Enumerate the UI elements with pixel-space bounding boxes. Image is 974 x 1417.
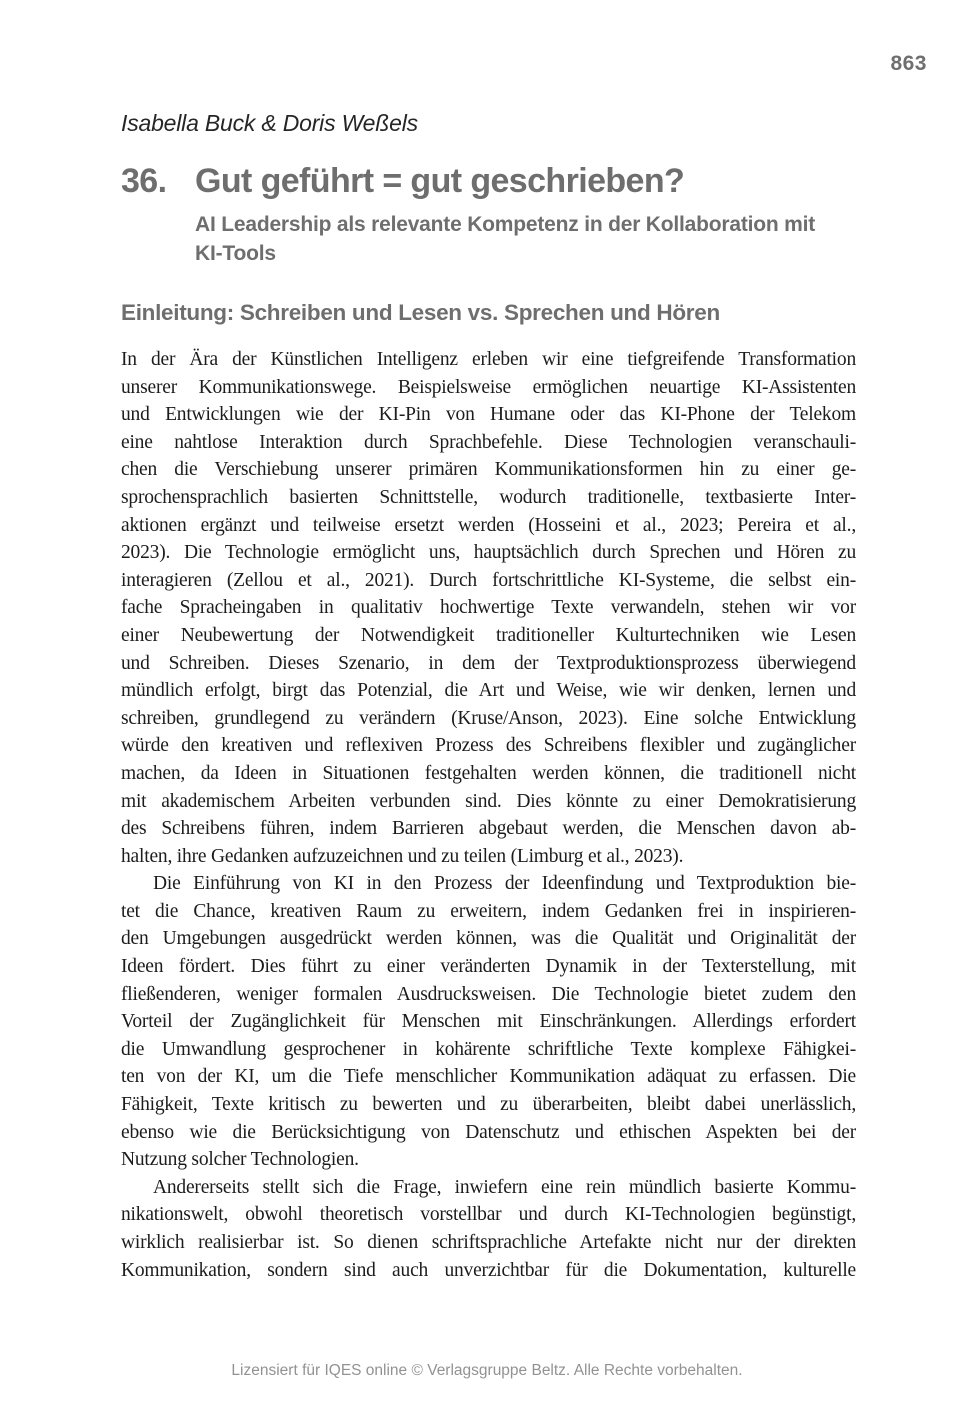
- text-line: ebenso wie die Berücksichtigung von Datenschutz und ethischen Aspekten bei der: [121, 1121, 856, 1143]
- text-line: den Umgebungen ausgedrückt werden können, was die Qualität und Originalität der: [121, 928, 856, 950]
- text-line: In der Ära der Künstlichen Intelligenz erleben wir eine tiefgreifende Transformation: [121, 349, 856, 370]
- text-line: halten, ihre Gedanken aufzuzeichnen und zu teilen (Limburg et al., 2023).: [121, 845, 684, 867]
- text-line: des Schreibens führen, indem Barrieren abgebaut werden, die Menschen davon ab-: [121, 818, 856, 840]
- text-line: unserer Kommunikationswege. Beispielsweise ermöglichen neuartige KI-Assistenten: [121, 376, 856, 398]
- subtitle-line: AI Leadership als relevante Kompetenz in der Kollaboration mit: [195, 213, 816, 236]
- text-line: Die Einführung von KI in den Prozess der Ideenfindung und Textproduktion bie-: [153, 873, 856, 895]
- text-line: Fähigkeit, Texte kritisch zu bewerten und zu überarbeiten, bleibt dabei unerlässlich,: [121, 1094, 856, 1116]
- text-line: sprochensprachlich basierten Schnittstelle, wodurch traditionelle, textbasierte Inter-: [121, 486, 856, 508]
- text-line: fache Spracheingaben in qualitativ hochwertige Texte verwandeln, stehen wir vor: [121, 597, 856, 619]
- text-line: mit akademischem Arbeiten verbunden sind. Dies könnte zu einer Demokratisierung: [121, 790, 856, 812]
- text-line: interagieren (Zellou et al., 2021). Durch fortschrittliche KI-Systeme, die selbst ein-: [121, 569, 856, 591]
- text-line: eine nahtlose Interaktion durch Sprachbefehle. Diese Technologien veranschauli-: [121, 431, 856, 453]
- text-line: tet die Chance, kreativen Raum zu erweitern, indem Gedanken frei in inspirieren-: [121, 900, 856, 922]
- chapter-title-row: [121, 162, 861, 201]
- subtitle-line: KI-Tools: [195, 242, 276, 265]
- text-line: würde den kreativen und reflexiven Prozess des Schreibens flexibler und zugänglicher: [121, 735, 856, 757]
- chapter-heading: [121, 162, 861, 268]
- chapter-number: 36.: [121, 162, 167, 200]
- text-line: ten von der KI, um die Tiefe menschlicher Kommunikation adäquat zu erfassen. Die: [121, 1066, 856, 1088]
- author-line: Isabella Buck & Doris Weßels: [121, 110, 418, 136]
- text-line: fließenderen, weniger formalen Ausdrucksweisen. Die Technologie bietet zudem den: [121, 983, 856, 1005]
- section-heading: Einleitung: Schreiben und Lesen vs. Sprechen und Hören: [121, 300, 720, 325]
- chapter-subtitle: [195, 210, 861, 268]
- text-line: Nutzung solcher Technologien.: [121, 1149, 359, 1171]
- license-footer: Lizensiert für IQES online © Verlagsgruppe Beltz. Alle Rechte vorbehalten.: [231, 1362, 743, 1379]
- text-line: wirklich realisierbar ist. So dienen schriftsprachliche Artefakte nicht nur der direkten: [121, 1232, 856, 1253]
- text-line: Andererseits stellt sich die Frage, inwiefern eine rein mündlich basierte Kommu-: [153, 1176, 856, 1198]
- text-line: nikationswelt, obwohl theoretisch vorstellbar und durch KI-Technologien begünstigt,: [121, 1204, 856, 1226]
- text-line: schreiben, grundlegend zu verändern (Kruse/Anson, 2023). Eine solche Entwicklung: [121, 707, 856, 729]
- page-number: 863: [890, 52, 927, 75]
- text-line: Ideen fördert. Dies führt zu einer veränderten Dynamik in der Texterstellung, mit: [121, 956, 856, 978]
- text-line: chen die Verschiebung unserer primären Kommunikationsformen hin zu einer ge-: [121, 459, 856, 481]
- text-line: 2023). Die Technologie ermöglicht uns, hauptsächlich durch Sprechen und Hören zu: [121, 542, 856, 564]
- text-line: Vorteil der Zugänglichkeit für Menschen mit Einschränkungen. Allerdings erfordert: [121, 1011, 856, 1033]
- text-line: und Entwicklungen wie der KI-Pin von Humane oder das KI-Phone der Telekom: [121, 404, 856, 426]
- body-text: [121, 346, 856, 1284]
- text-line: machen, da Ideen in Situationen festgehalten werden können, die traditionell nicht: [121, 762, 856, 784]
- text-line: einer Neubewertung der Notwendigkeit traditioneller Kulturtechniken wie Lesen: [121, 624, 856, 646]
- chapter-title: Gut geführt = gut geschrieben?: [195, 162, 685, 200]
- text-line: aktionen ergänzt und teilweise ersetzt werden (Hosseini et al., 2023; Pereira et al.,: [121, 514, 856, 536]
- text-line: Kommunikation, sondern sind auch unverzichtbar für die Dokumentation, kulturelle: [121, 1259, 856, 1281]
- text-line: die Umwandlung gesprochener in kohärente schriftliche Texte komplexe Fähigkei-: [121, 1038, 856, 1060]
- text-line: und Schreiben. Dieses Szenario, in dem der Textproduktionsprozess überwiegend: [121, 652, 856, 674]
- text-line: mündlich erfolgt, birgt das Potenzial, die Art und Weise, wie wir denken, lernen und: [121, 680, 856, 702]
